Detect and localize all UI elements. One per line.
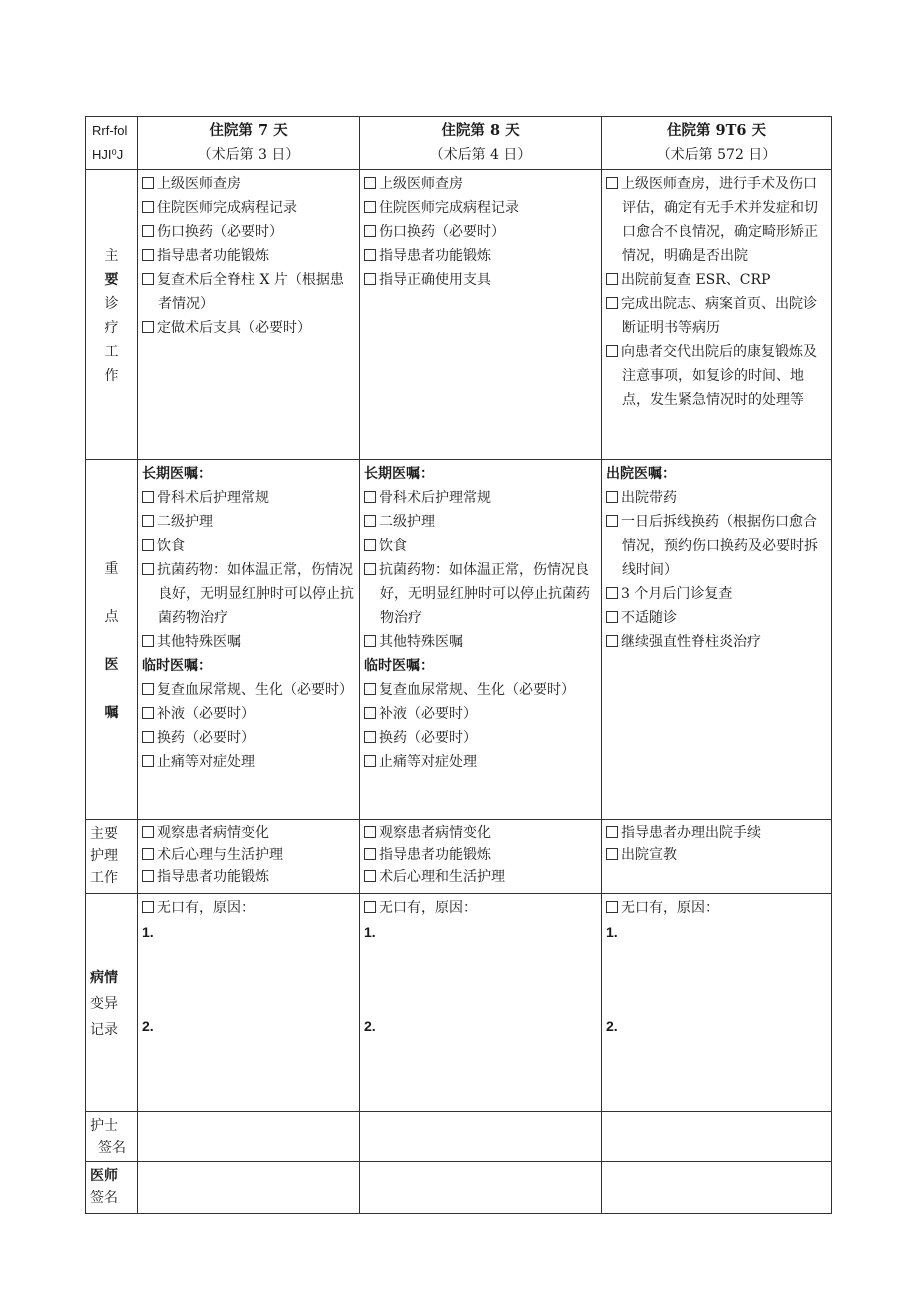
label-char: 疗 [104, 318, 119, 335]
nursing-label [86, 820, 138, 894]
checklist-item [606, 486, 827, 510]
orders-day9 [602, 460, 832, 820]
reason-1: 1. [364, 924, 376, 940]
checklist-item [142, 244, 355, 268]
checklist-item [606, 340, 827, 412]
doctor-sign-day8[interactable] [360, 1162, 602, 1214]
item-text: 指导患者功能锻炼 [379, 847, 491, 863]
checklist-item [142, 678, 355, 702]
checkbox[interactable] [606, 491, 618, 503]
diagnosis-row [86, 170, 832, 460]
checklist-item [142, 172, 355, 196]
temporary-orders-title: 临时医嘱： [142, 658, 212, 674]
label-line: 护士 [90, 1117, 118, 1133]
item-text: 止痛等对症处理 [157, 754, 255, 770]
checklist-item [142, 844, 355, 866]
item-text: 无口有，原因： [379, 900, 477, 916]
checkbox[interactable] [364, 755, 376, 767]
item-text: 伤口换药（必要时） [157, 224, 283, 240]
item-text: 出院宣教 [621, 847, 677, 863]
item-text: 住院医师完成病程记录 [379, 200, 519, 216]
checkbox[interactable] [142, 901, 154, 913]
item-text: 指导患者办理出院手续 [621, 825, 761, 841]
checkbox[interactable] [606, 515, 618, 527]
item-text: 上级医师查房，进行手术及伤口评估，确定有无手术并发症和切口愈合不良情况，确定畸形矫正情况，明确是否出院 [621, 176, 818, 264]
checklist-item [142, 534, 355, 558]
checkbox[interactable] [142, 707, 154, 719]
label-char: 要 [104, 270, 119, 287]
diagnosis-label [86, 170, 138, 460]
diagnosis-day9 [602, 170, 832, 460]
checkbox[interactable] [142, 273, 154, 285]
nurse-sign-day9[interactable] [602, 1112, 832, 1162]
reason-2: 2. [606, 1018, 618, 1034]
label-char: 诊 [104, 294, 119, 311]
checklist-item [142, 750, 355, 774]
day7-subtitle: （术后第 3 日） [197, 147, 300, 163]
label-line: 记录 [90, 1020, 118, 1037]
checkbox[interactable] [606, 901, 618, 913]
checklist-item [142, 268, 355, 316]
checklist-item [142, 822, 355, 844]
checkbox[interactable] [142, 563, 154, 575]
checklist-item [142, 486, 355, 510]
checklist-item [142, 726, 355, 750]
checkbox[interactable] [364, 539, 376, 551]
orders-label [86, 460, 138, 820]
checklist-item [606, 606, 827, 630]
variance-row [86, 894, 832, 1112]
checklist-item [142, 630, 355, 654]
label-line: 医师 [90, 1167, 118, 1183]
item-text: 向患者交代出院后的康复锻炼及注意事项，如复诊的时间、地点，发生紧急情况时的处理等 [621, 344, 817, 408]
item-text: 骨科术后护理常规 [157, 490, 269, 506]
variance-option [364, 896, 597, 920]
item-text: 补液（必要时） [379, 706, 477, 722]
item-text: 其他特殊医嘱 [379, 634, 463, 650]
doctor-sign-row [86, 1162, 832, 1214]
checkbox[interactable] [364, 826, 376, 838]
checklist-item [142, 220, 355, 244]
checkbox[interactable] [142, 225, 154, 237]
checkbox[interactable] [364, 563, 376, 575]
checklist-item [606, 292, 827, 340]
checklist-item [606, 510, 827, 582]
checkbox[interactable] [364, 635, 376, 647]
checklist-item [142, 510, 355, 534]
variance-day9 [602, 894, 832, 1112]
nurse-sign-row [86, 1112, 832, 1162]
clinical-pathway-table [85, 116, 832, 1214]
doctor-sign-day7[interactable] [138, 1162, 360, 1214]
checkbox[interactable] [142, 491, 154, 503]
day8-title: 住院第 8 天 [441, 122, 520, 139]
corner-line1: Rrf-fol [92, 123, 128, 138]
item-text: 二级护理 [157, 514, 213, 530]
variance-option [606, 896, 827, 920]
checkbox[interactable] [364, 848, 376, 860]
nurse-sign-day8[interactable] [360, 1112, 602, 1162]
item-text: 饮食 [157, 538, 185, 554]
checklist-item [142, 316, 355, 340]
variance-day7 [138, 894, 360, 1112]
item-text: 定做术后支具（必要时） [157, 320, 311, 336]
nursing-row [86, 820, 832, 894]
checklist-item [606, 172, 827, 268]
checklist-item [364, 726, 597, 750]
checkbox[interactable] [606, 297, 618, 309]
checklist-item [142, 702, 355, 726]
item-text: 指导患者功能锻炼 [157, 248, 269, 264]
checklist-item [364, 196, 597, 220]
day9-title: 住院第 9T6 天 [666, 122, 767, 139]
label-char: 工 [104, 342, 119, 359]
item-text: 一日后拆线换药（根据伤口愈合情况，预约伤口换药及必要时拆线时间） [621, 514, 818, 578]
checkbox[interactable] [142, 870, 154, 882]
item-text: 复查术后全脊柱 X 片（根据患者情况） [157, 272, 344, 312]
checklist-item [364, 220, 597, 244]
checkbox[interactable] [364, 731, 376, 743]
checkbox[interactable] [142, 321, 154, 333]
item-text: 术后心理和生活护理 [379, 869, 505, 885]
item-text: 完成出院志、病案首页、出院诊断证明书等病历 [621, 296, 817, 336]
checkbox[interactable] [142, 731, 154, 743]
item-text: 住院医师完成病程记录 [157, 200, 297, 216]
item-text: 3 个月后门诊复查 [621, 586, 733, 602]
long-term-orders-title: 长期医嘱： [142, 466, 212, 482]
item-text: 术后心理与生活护理 [157, 847, 283, 863]
checklist-item [606, 822, 827, 844]
checklist-item [364, 172, 597, 196]
checkbox[interactable] [364, 491, 376, 503]
checklist-item [606, 630, 827, 654]
checkbox[interactable] [364, 683, 376, 695]
label-char: 嘱 [104, 703, 119, 720]
diagnosis-day8 [360, 170, 602, 460]
discharge-orders-title: 出院医嘱： [606, 466, 676, 482]
checkbox[interactable] [142, 249, 154, 261]
label-line: 护理 [90, 847, 118, 863]
checklist-item [142, 558, 355, 630]
doctor-sign-label [86, 1162, 138, 1214]
checkbox[interactable] [606, 826, 618, 838]
checkbox[interactable] [364, 273, 376, 285]
checklist-item [364, 822, 597, 844]
checkbox[interactable] [142, 826, 154, 838]
checklist-item [364, 244, 597, 268]
diagnosis-day7 [138, 170, 360, 460]
checklist-item [606, 582, 827, 606]
checkbox[interactable] [142, 848, 154, 860]
item-text: 饮食 [379, 538, 407, 554]
reason-2: 2. [142, 1018, 154, 1034]
item-text: 上级医师查房 [157, 176, 241, 192]
label-line: 签名 [98, 1139, 126, 1155]
checkbox[interactable] [364, 515, 376, 527]
checkbox[interactable] [364, 225, 376, 237]
checkbox[interactable] [364, 201, 376, 213]
orders-day8 [360, 460, 602, 820]
orders-row [86, 460, 832, 820]
item-text: 上级医师查房 [379, 176, 463, 192]
checkbox[interactable] [606, 587, 618, 599]
nursing-day7 [138, 820, 360, 894]
item-text: 抗菌药物：如体温正常，伤情况良好，无明显红肿时可以停止抗菌药物治疗 [157, 562, 354, 626]
checklist-item [364, 702, 597, 726]
item-text: 止痛等对症处理 [379, 754, 477, 770]
item-text: 出院前复查 ESR、CRP [621, 272, 771, 288]
checkbox[interactable] [364, 901, 376, 913]
label-char: 点 [104, 607, 119, 624]
item-text: 抗菌药物：如体温正常，伤情况良好，无明显红肿时可以停止抗菌药物治疗 [379, 562, 590, 626]
checkbox[interactable] [142, 515, 154, 527]
item-text: 无口有，原因： [157, 900, 255, 916]
variance-option [142, 896, 355, 920]
item-text: 复查血尿常规、生化（必要时） [157, 682, 353, 698]
corner-line2: HJI⁰J [92, 147, 124, 162]
checkbox[interactable] [606, 273, 618, 285]
reason-1: 1. [606, 924, 618, 940]
checklist-item [142, 196, 355, 220]
item-text: 指导患者功能锻炼 [157, 869, 269, 885]
checklist-item [364, 678, 597, 702]
doctor-sign-day9[interactable] [602, 1162, 832, 1214]
label-line: 主要 [90, 825, 118, 841]
label-char: 重 [104, 559, 119, 576]
day7-header [138, 117, 360, 170]
checklist-item [364, 844, 597, 866]
item-text: 观察患者病情变化 [379, 825, 491, 841]
checklist-item [364, 534, 597, 558]
item-text: 不适随诊 [621, 610, 677, 626]
reason-1: 1. [142, 924, 154, 940]
checkbox[interactable] [606, 635, 618, 647]
checkbox[interactable] [142, 539, 154, 551]
checklist-item [364, 510, 597, 534]
nurse-sign-label [86, 1112, 138, 1162]
checkbox[interactable] [142, 755, 154, 767]
item-text: 无口有，原因： [621, 900, 719, 916]
day8-header [360, 117, 602, 170]
corner-cell [86, 117, 138, 170]
header-row [86, 117, 832, 170]
label-line: 签名 [90, 1189, 118, 1205]
variance-day8 [360, 894, 602, 1112]
checkbox[interactable] [606, 345, 618, 357]
nurse-sign-day7[interactable] [138, 1112, 360, 1162]
item-text: 其他特殊医嘱 [157, 634, 241, 650]
checkbox[interactable] [364, 870, 376, 882]
label-line: 病情 [90, 968, 118, 985]
nursing-day8 [360, 820, 602, 894]
checkbox[interactable] [364, 707, 376, 719]
item-text: 指导正确使用支具 [379, 272, 491, 288]
label-char: 主 [104, 246, 119, 263]
label-char: 作 [104, 366, 119, 383]
item-text: 出院带药 [621, 490, 677, 506]
temporary-orders-title: 临时医嘱： [364, 658, 434, 674]
reason-2: 2. [364, 1018, 376, 1034]
checklist-item [364, 630, 597, 654]
checkbox[interactable] [606, 848, 618, 860]
day9-subtitle: （术后第 572 日） [656, 147, 777, 163]
label-line: 变异 [90, 994, 118, 1011]
day7-title: 住院第 7 天 [209, 122, 288, 139]
item-text: 观察患者病情变化 [157, 825, 269, 841]
checklist-item [364, 866, 597, 888]
checkbox[interactable] [606, 611, 618, 623]
checkbox[interactable] [142, 201, 154, 213]
checkbox[interactable] [364, 177, 376, 189]
checklist-item [606, 844, 827, 866]
checklist-item [364, 486, 597, 510]
long-term-orders-title: 长期医嘱： [364, 466, 434, 482]
item-text: 二级护理 [379, 514, 435, 530]
item-text: 换药（必要时） [379, 730, 477, 746]
nursing-day9 [602, 820, 832, 894]
item-text: 指导患者功能锻炼 [379, 248, 491, 264]
checklist-item [364, 268, 597, 292]
checkbox[interactable] [142, 683, 154, 695]
item-text: 骨科术后护理常规 [379, 490, 491, 506]
label-line: 工作 [90, 869, 118, 885]
variance-label [86, 894, 138, 1112]
checklist-item [142, 866, 355, 888]
item-text: 换药（必要时） [157, 730, 255, 746]
checkbox[interactable] [142, 177, 154, 189]
checklist-item [606, 268, 827, 292]
item-text: 伤口换药（必要时） [379, 224, 505, 240]
checkbox[interactable] [364, 249, 376, 261]
day8-subtitle: （术后第 4 日） [429, 147, 532, 163]
orders-day7 [138, 460, 360, 820]
label-char: 医 [104, 655, 119, 672]
day9-header [602, 117, 832, 170]
checkbox[interactable] [142, 635, 154, 647]
checklist-item [364, 558, 597, 630]
item-text: 补液（必要时） [157, 706, 255, 722]
item-text: 复查血尿常规、生化（必要时） [379, 682, 575, 698]
checkbox[interactable] [606, 177, 618, 189]
checklist-item [364, 750, 597, 774]
item-text: 继续强直性脊柱炎治疗 [621, 634, 761, 650]
